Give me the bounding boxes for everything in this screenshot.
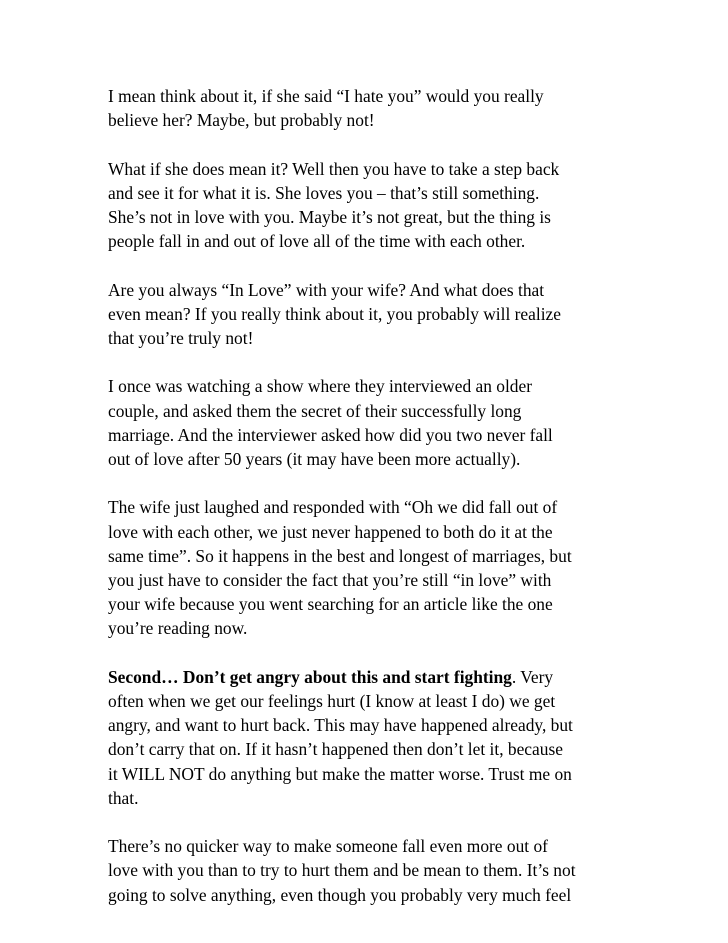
text-line: couple, and asked them the secret of their successfully long [108, 400, 522, 421]
paragraph-7 [108, 834, 628, 907]
text-line: people fall in and out of love all of the time with each other. [108, 231, 526, 252]
text-line: Are you always “In Love” with your wife? And what does that [108, 279, 545, 300]
text-line: don’t carry that on. If it hasn’t happened then don’t let it, because [108, 739, 563, 760]
paragraph-5 [108, 495, 628, 640]
paragraph-6 [108, 665, 628, 810]
text-line: I mean think about it, if she said “I hate you” would you really [108, 86, 544, 106]
text-line: There’s no quicker way to make someone fall even more out of [108, 836, 548, 857]
text-line: love with each other, we just never happened to both do it at the [108, 521, 553, 542]
text-line: that. [108, 787, 139, 808]
paragraph-1 [108, 84, 628, 132]
text-line: She’s not in love with you. Maybe it’s not great, but the thing is [108, 207, 551, 227]
text-line: same time”. So it happens in the best and longest of marriages, but [108, 545, 572, 566]
text-line: even mean? If you really think about it, you probably will realize [108, 303, 561, 324]
text-line: it WILL NOT do anything but make the matter worse. Trust me on [108, 763, 572, 784]
document-page [108, 84, 628, 931]
text-line: love with you than to try to hurt them and be mean to them. It’s not [108, 860, 576, 881]
paragraph-2 [108, 157, 628, 254]
paragraph-3 [108, 278, 628, 351]
text-line: and see it for what it is. She loves you – that’s still something. [108, 182, 540, 203]
text-line: going to solve anything, even though you probably very much feel [108, 884, 572, 905]
lead-tail: . Very [511, 666, 554, 687]
text-line: that you’re truly not! [108, 328, 254, 348]
text-line: I once was watching a show where they interviewed an older [108, 376, 532, 397]
text-line: out of love after 50 years (it may have been more actually). [108, 449, 521, 469]
text-line-lead [108, 665, 628, 689]
text-line: angry, and want to hurt back. This may have happened already, but [108, 715, 573, 736]
text-line: marriage. And the interviewer asked how did you two never fall [108, 424, 553, 445]
text-line: The wife just laughed and responded with “Oh we did fall out of [108, 497, 558, 518]
text-line: you just have to consider the fact that you’re still “in love” with [108, 570, 552, 590]
text-line: often when we get our feelings hurt (I know at least I do) we get [108, 691, 556, 711]
bold-heading: Second… Don’t get angry about this and start fighting [108, 666, 512, 687]
paragraph-4 [108, 374, 628, 471]
text-line: believe her? Maybe, but probably not! [108, 110, 375, 131]
text-line: you’re reading now. [108, 618, 248, 639]
text-line: What if she does mean it? Well then you have to take a step back [108, 158, 560, 179]
text-line: your wife because you went searching for an article like the one [108, 594, 553, 615]
